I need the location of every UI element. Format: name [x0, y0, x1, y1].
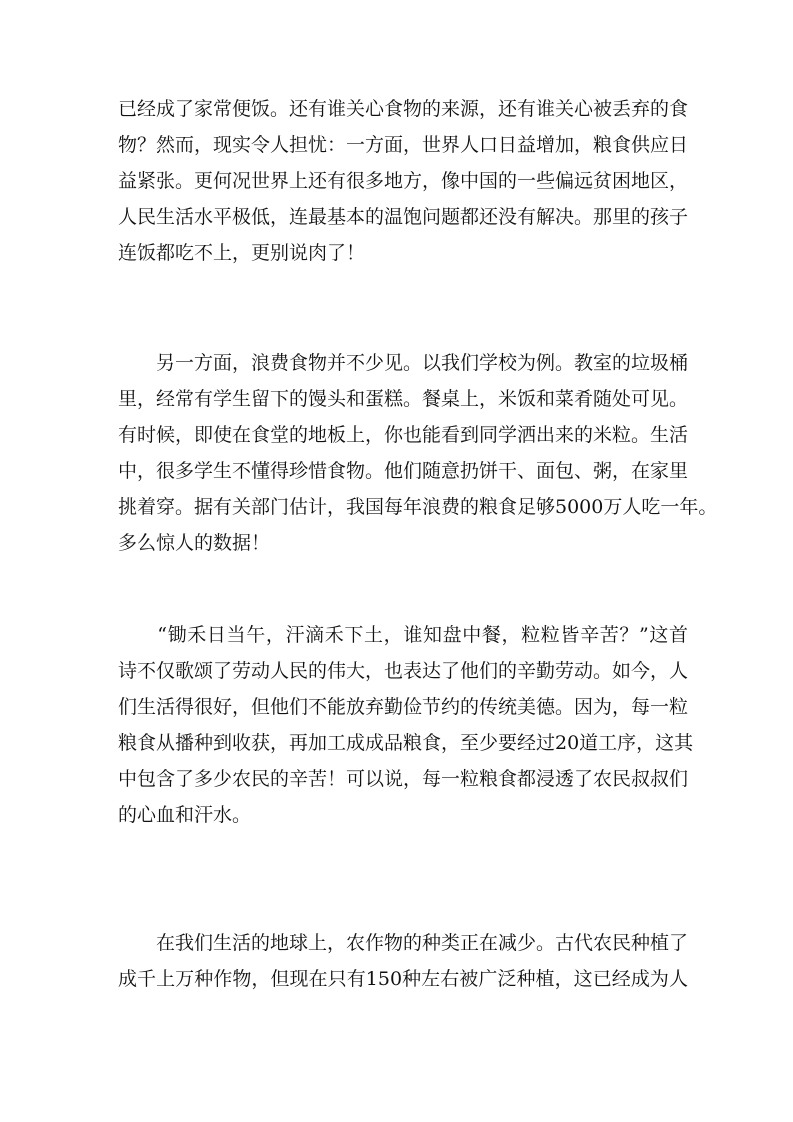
paragraph-1	[118, 91, 688, 271]
text-line: “锄禾日当午，汗滴禾下土，谁知盘中餐，粒粒皆辛苦？”这首	[118, 624, 688, 646]
text-line: 人民生活水平极低，连最基本的温饱问题都还没有解决。那里的孩子	[118, 206, 689, 228]
text-line: 诗不仅歌颂了劳动人民的伟大，也表达了他们的辛勤劳动。如今，人	[118, 660, 689, 682]
text-line: 连饭都吃不上，更别说肉了！	[118, 242, 366, 264]
text-line: 的心血和汗水。	[118, 804, 252, 826]
paragraph-4	[118, 925, 688, 997]
paragraph-2	[118, 345, 718, 561]
paragraph-3	[118, 617, 694, 833]
text-line: 粮食从播种到收获，再加工成成品粮食，至少要经过20道工序，这其	[118, 732, 694, 754]
text-line: 物？然而，现实令人担忧：一方面，世界人口日益增加，粮食供应日	[118, 134, 689, 156]
text-line: 益紧张。更何况世界上还有很多地方，像中国的一些偏远贫困地区，	[118, 170, 689, 192]
text-line: 挑着穿。据有关部门估计，我国每年浪费的粮食足够5000万人吃一年。	[118, 496, 718, 518]
text-line: 中，很多学生不懂得珍惜食物。他们随意扔饼干、面包、粥，在家里	[118, 460, 689, 482]
text-line: 里，经常有学生留下的馒头和蛋糕。餐桌上，米饭和菜肴随处可见。	[118, 388, 689, 410]
text-line: 另一方面，浪费食物并不少见。以我们学校为例。教室的垃圾桶	[118, 352, 689, 374]
text-line: 们生活得很好，但他们不能放弃勤俭节约的传统美德。因为，每一粒	[118, 696, 689, 718]
text-line: 在我们生活的地球上，农作物的种类正在减少。古代农民种植了	[118, 932, 689, 954]
text-line: 已经成了家常便饭。还有谁关心食物的来源，还有谁关心被丢弃的食	[118, 98, 689, 120]
text-line: 成千上万种作物，但现在只有150种左右被广泛种植，这已经成为人	[118, 968, 688, 990]
text-line: 多么惊人的数据！	[118, 532, 271, 554]
text-line: 有时候，即使在食堂的地板上，你也能看到同学洒出来的米粒。生活	[118, 424, 689, 446]
text-line: 中包含了多少农民的辛苦！可以说，每一粒粮食都浸透了农民叔叔们	[118, 768, 689, 790]
